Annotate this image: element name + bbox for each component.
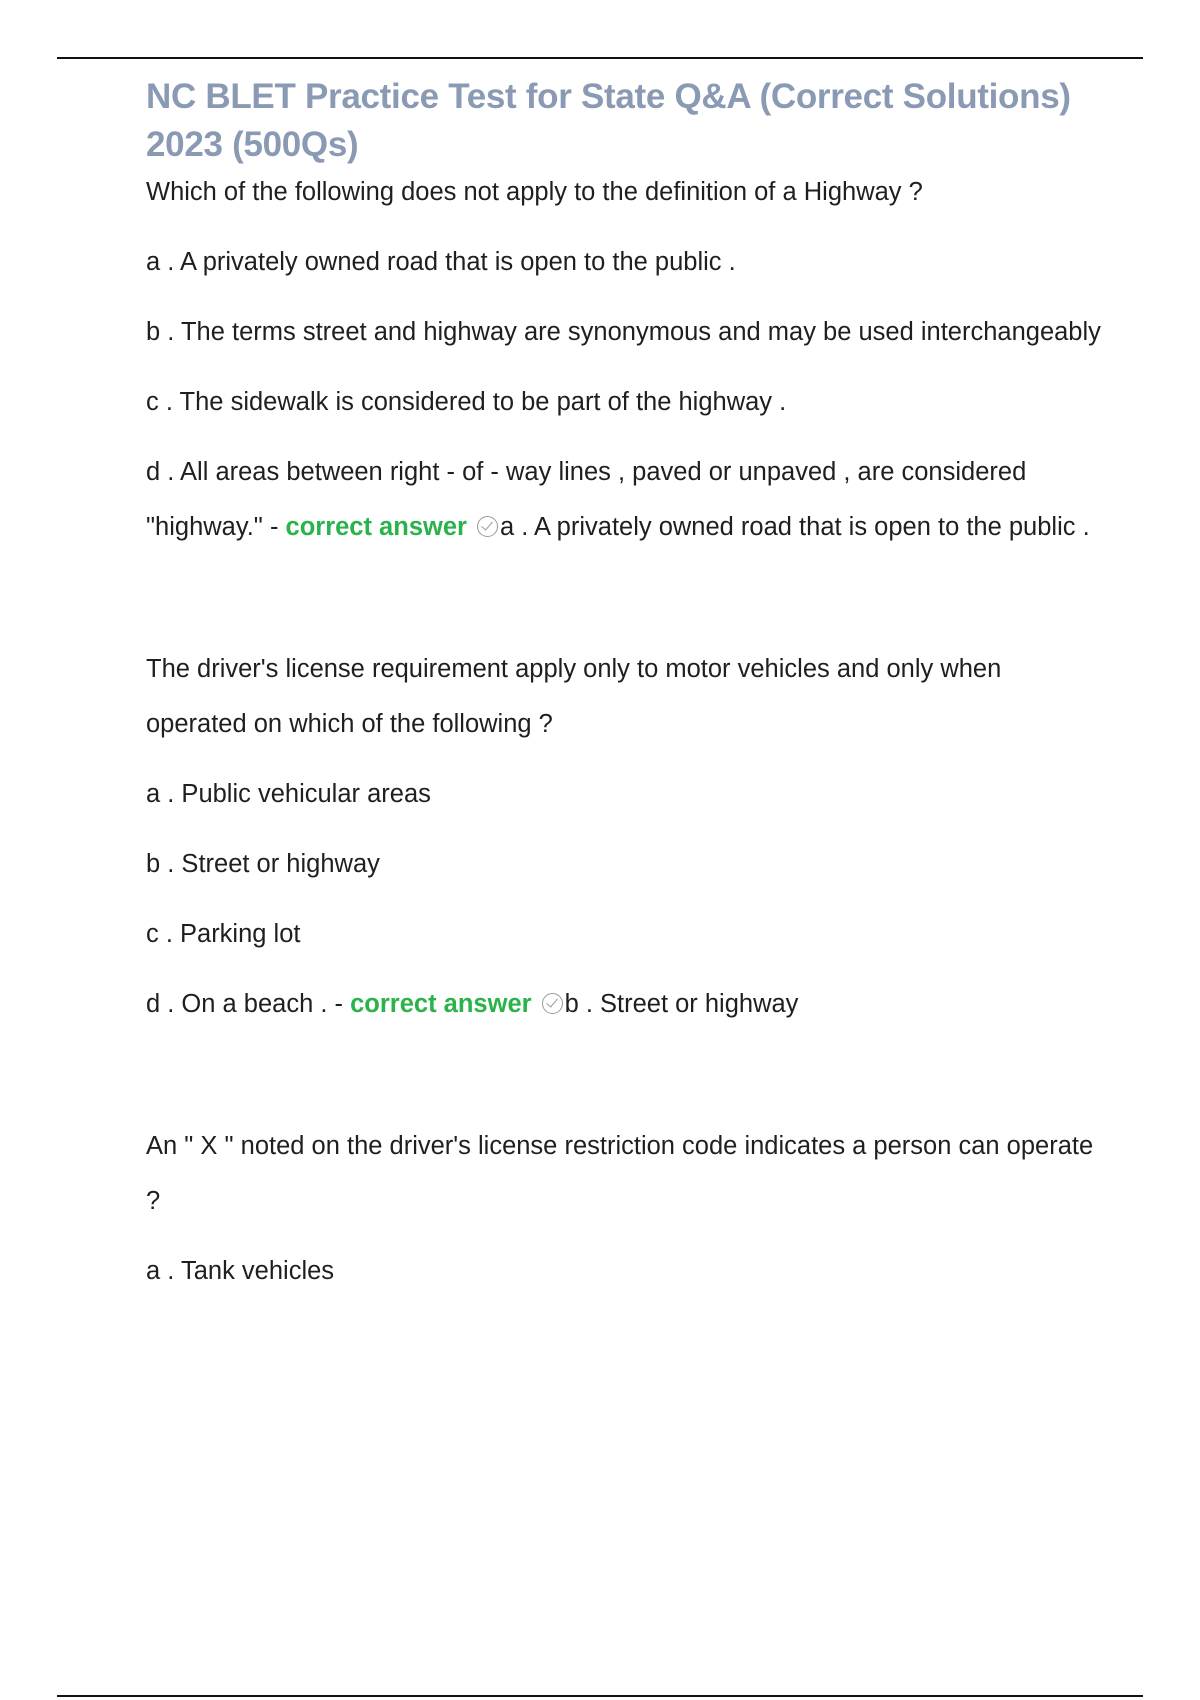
option-d: d . All areas between right - of - way lines , paved or unpaved , are considered "highway." - (146, 458, 1027, 541)
option-a: a . A privately owned road that is open to the public . (146, 248, 736, 276)
top-rule (57, 57, 1143, 59)
document-body (146, 73, 1106, 1299)
check-circle-icon (477, 516, 498, 537)
option-c: c . The sidewalk is considered to be part of the highway . (146, 388, 787, 416)
bottom-rule (57, 1695, 1143, 1697)
question-block (146, 1119, 1106, 1299)
question-text: Which of the following does not apply to the definition of a Highway ? (146, 178, 923, 206)
option-c: c . Parking lot (146, 920, 301, 948)
answer-text: b . Street or highway (564, 990, 799, 1018)
correct-answer-label: correct answer (350, 990, 532, 1018)
option-a: a . Tank vehicles (146, 1257, 335, 1285)
option-a: a . Public vehicular areas (146, 780, 431, 808)
document-title: NC BLET Practice Test for State Q&A (Correct Solutions) 2023 (500Qs) (146, 77, 1071, 164)
question-text: The driver's license requirement apply only to motor vehicles and only when operated on which of the following ? (146, 655, 1002, 738)
option-d: d . On a beach . - (146, 990, 351, 1018)
option-d-with-answer (146, 977, 1106, 1032)
question-text: An " X " noted on the driver's license restriction code indicates a person can operate ? (146, 1132, 1094, 1215)
option-b: b . Street or highway (146, 850, 380, 878)
check-circle-icon (542, 993, 563, 1014)
option-d-with-answer (146, 445, 1106, 555)
answer-text: a . A privately owned road that is open to the public . (499, 513, 1090, 541)
option-b: b . The terms street and highway are synonymous and may be used interchangeably (146, 318, 1101, 346)
question-block (146, 165, 1106, 555)
question-block (146, 642, 1106, 1032)
correct-answer-label: correct answer (285, 513, 467, 541)
